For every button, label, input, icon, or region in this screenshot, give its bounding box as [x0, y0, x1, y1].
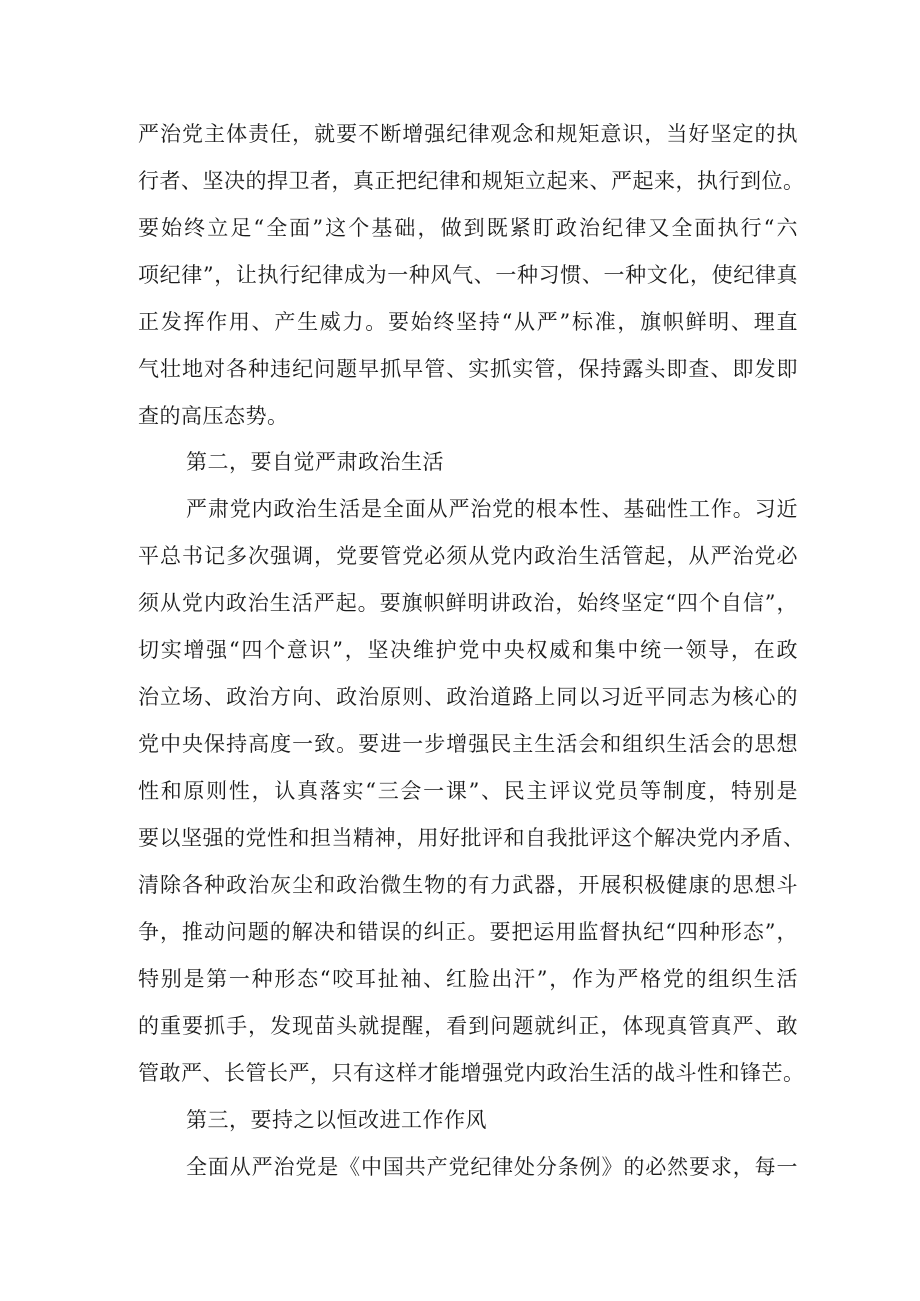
- paragraph-line: 的重要抓手，发现苗头就提醒，看到问题就纠正，体现真管真严、敢: [138, 1014, 798, 1038]
- paragraph-line: 正发挥作用、产生威力。要始终坚持“从严”标准，旗帜鲜明、理直: [138, 310, 798, 334]
- paragraph-line: 平总书记多次强调，党要管党必须从党内政治生活管起，从严治党必: [138, 544, 798, 568]
- paragraph-line: 党中央保持高度一致。要进一步增强民主生活会和组织生活会的思想: [138, 732, 798, 756]
- paragraph-line: 严肃党内政治生活是全面从严治党的根本性、基础性工作。习近: [186, 497, 798, 521]
- paragraph-line: 特别是第一种形态“咬耳扯袖、红脸出汗”，作为严格党的组织生活: [138, 967, 798, 991]
- paragraph-line: 气壮地对各种违纪问题早抓早管、实抓实管，保持露头即查、即发即: [138, 357, 798, 381]
- paragraph-line: 须从党内政治生活严起。要旗帜鲜明讲政治，始终坚定“四个自信”，: [138, 591, 798, 615]
- section-heading-2: 第二，要自觉严肃政治生活: [186, 450, 444, 474]
- paragraph-line: 要始终立足“全面”这个基础，做到既紧盯政治纪律又全面执行“六: [138, 216, 798, 240]
- paragraph-line: 查的高压态势。: [138, 404, 289, 428]
- paragraph-line: 要以坚强的党性和担当精神，用好批评和自我批评这个解决党内矛盾、: [138, 826, 805, 850]
- paragraph-line: 性和原则性，认真落实“三会一课”、民主评议党员等制度，特别是: [138, 779, 798, 803]
- paragraph-line: 清除各种政治灰尘和政治微生物的有力武器，开展积极健康的思想斗: [138, 873, 798, 897]
- paragraph-line: 切实增强“四个意识”，坚决维护党中央权威和集中统一领导，在政: [138, 638, 798, 662]
- paragraph-line: 严治党主体责任，就要不断增强纪律观念和规矩意识，当好坚定的执: [138, 122, 798, 146]
- paragraph-line: 争，推动问题的解决和错误的纠正。要把运用监督执纪“四种形态”，: [138, 920, 798, 944]
- paragraph-line: 治立场、政治方向、政治原则、政治道路上同以习近平同志为核心的: [138, 685, 798, 709]
- paragraph-line: 行者、坚决的捍卫者，真正把纪律和规矩立起来、严起来，执行到位。: [138, 169, 805, 193]
- section-heading-3: 第三，要持之以恒改进工作作风: [186, 1108, 487, 1132]
- paragraph-line: 管敢严、长管长严，只有这样才能增强党内政治生活的战斗性和锋芒。: [138, 1061, 805, 1085]
- paragraph-line: 项纪律”，让执行纪律成为一种风气、一种习惯、一种文化，使纪律真: [138, 263, 798, 287]
- paragraph-line: 全面从严治党是《中国共产党纪律处分条例》的必然要求，每一: [186, 1155, 798, 1179]
